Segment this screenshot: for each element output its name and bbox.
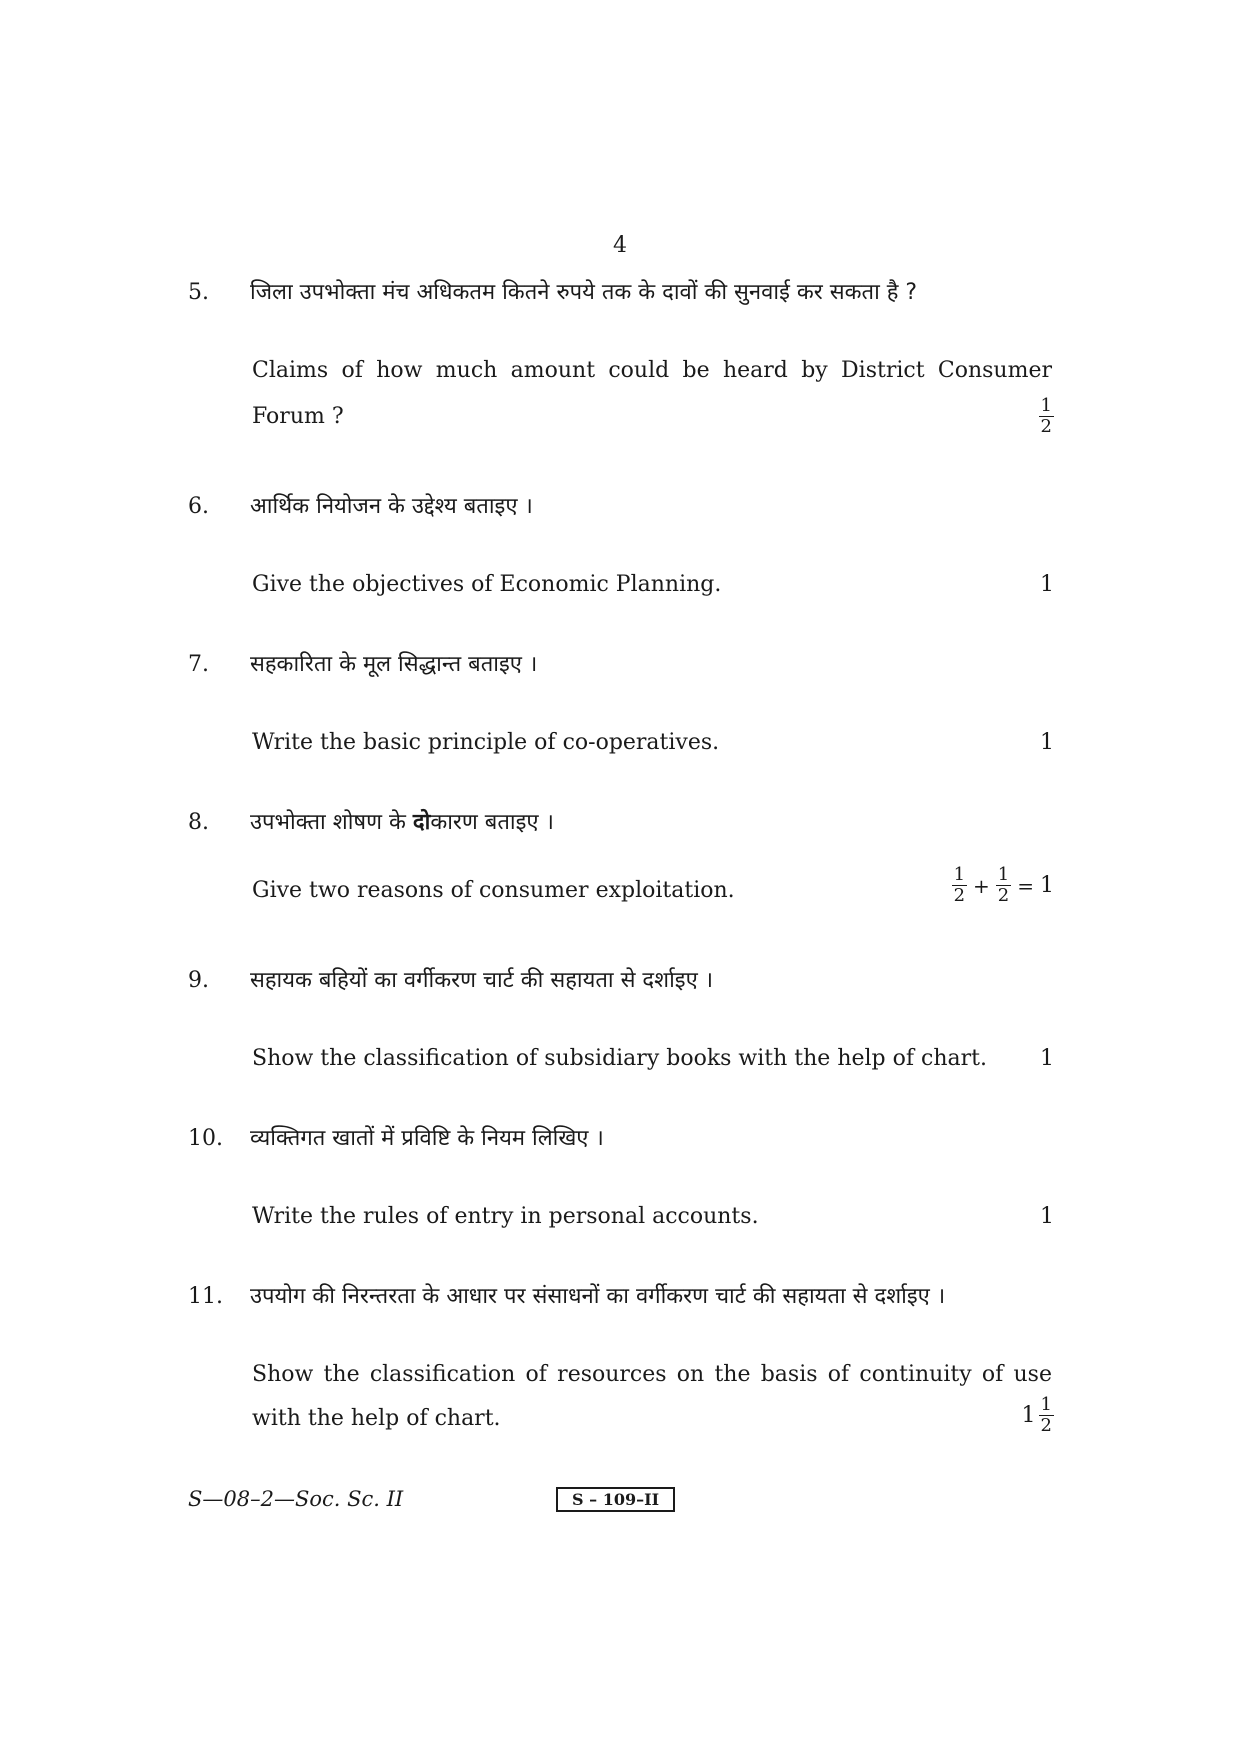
question-number: 5. xyxy=(188,280,209,305)
question-english: Give the objectives of Economic Planning. xyxy=(252,572,722,597)
fraction: $\frac{1}{2}$ xyxy=(953,864,966,906)
question-number: 8. xyxy=(188,810,209,835)
question-number: 11. xyxy=(188,1284,223,1309)
fraction: $\frac{1}{2}$ xyxy=(1040,1394,1052,1436)
question-hindi: जिला उपभोक्ता मंच अधिकतम कितने रुपये तक के दावों की सुनवाई कर सकता है ? xyxy=(250,280,918,305)
question-english: Write the basic principle of co-operatives. xyxy=(252,730,720,755)
fraction: $\frac{1}{2}$ xyxy=(1040,395,1052,437)
bold-word: दो xyxy=(412,810,431,835)
question-hindi: उपयोग की निरन्तरता के आधार पर संसाधनों का वर्गीकरण चार्ट की सहायता से दर्शाइए । xyxy=(250,1284,946,1309)
question-english: Show the classification of resources on the basis of continuity of use xyxy=(252,1362,1052,1387)
question-number: 10. xyxy=(188,1126,223,1151)
question-english-cont: Forum ? xyxy=(252,404,344,429)
question-english: Claims of how much amount could be heard by District Consumer xyxy=(252,358,1052,383)
question-hindi: उपभोक्ता शोषण के दोकारण बताइए । xyxy=(250,810,554,835)
series-code-box: S – 109–II xyxy=(556,1487,675,1512)
question-number: 7. xyxy=(188,652,209,677)
marks: 1 $\frac{1}{2}$ xyxy=(1021,1394,1052,1436)
page-number: 4 xyxy=(613,233,627,258)
question-number: 6. xyxy=(188,494,209,519)
question-number: 9. xyxy=(188,968,209,993)
marks: 1 xyxy=(1040,572,1054,597)
marks: 1 xyxy=(1040,1204,1054,1229)
question-hindi: सहकारिता के मूल सिद्धान्त बताइए । xyxy=(250,652,538,677)
marks: $\frac{1}{2}$ + $\frac{1}{2}$ = 1 xyxy=(953,864,1054,906)
marks xyxy=(1039,397,1054,436)
question-hindi: आर्थिक नियोजन के उद्देश्य बताइए । xyxy=(250,494,533,519)
fraction: $\frac{1}{2}$ xyxy=(997,864,1010,906)
marks: 1 xyxy=(1040,1046,1054,1071)
question-hindi: सहायक बहियों का वर्गीकरण चार्ट की सहायता से दर्शाइए । xyxy=(250,968,714,993)
question-english-cont: with the help of chart. xyxy=(252,1406,501,1431)
paper-code: S—08–2—Soc. Sc. II xyxy=(188,1487,404,1511)
question-english: Give two reasons of consumer exploitation. xyxy=(252,878,735,903)
question-english: Write the rules of entry in personal accounts. xyxy=(252,1204,759,1229)
marks: 1 xyxy=(1040,730,1054,755)
question-english: Show the classification of subsidiary books with the help of chart. xyxy=(252,1046,987,1071)
question-hindi: व्यक्तिगत खातों में प्रविष्टि के नियम लिखिए । xyxy=(250,1126,604,1151)
